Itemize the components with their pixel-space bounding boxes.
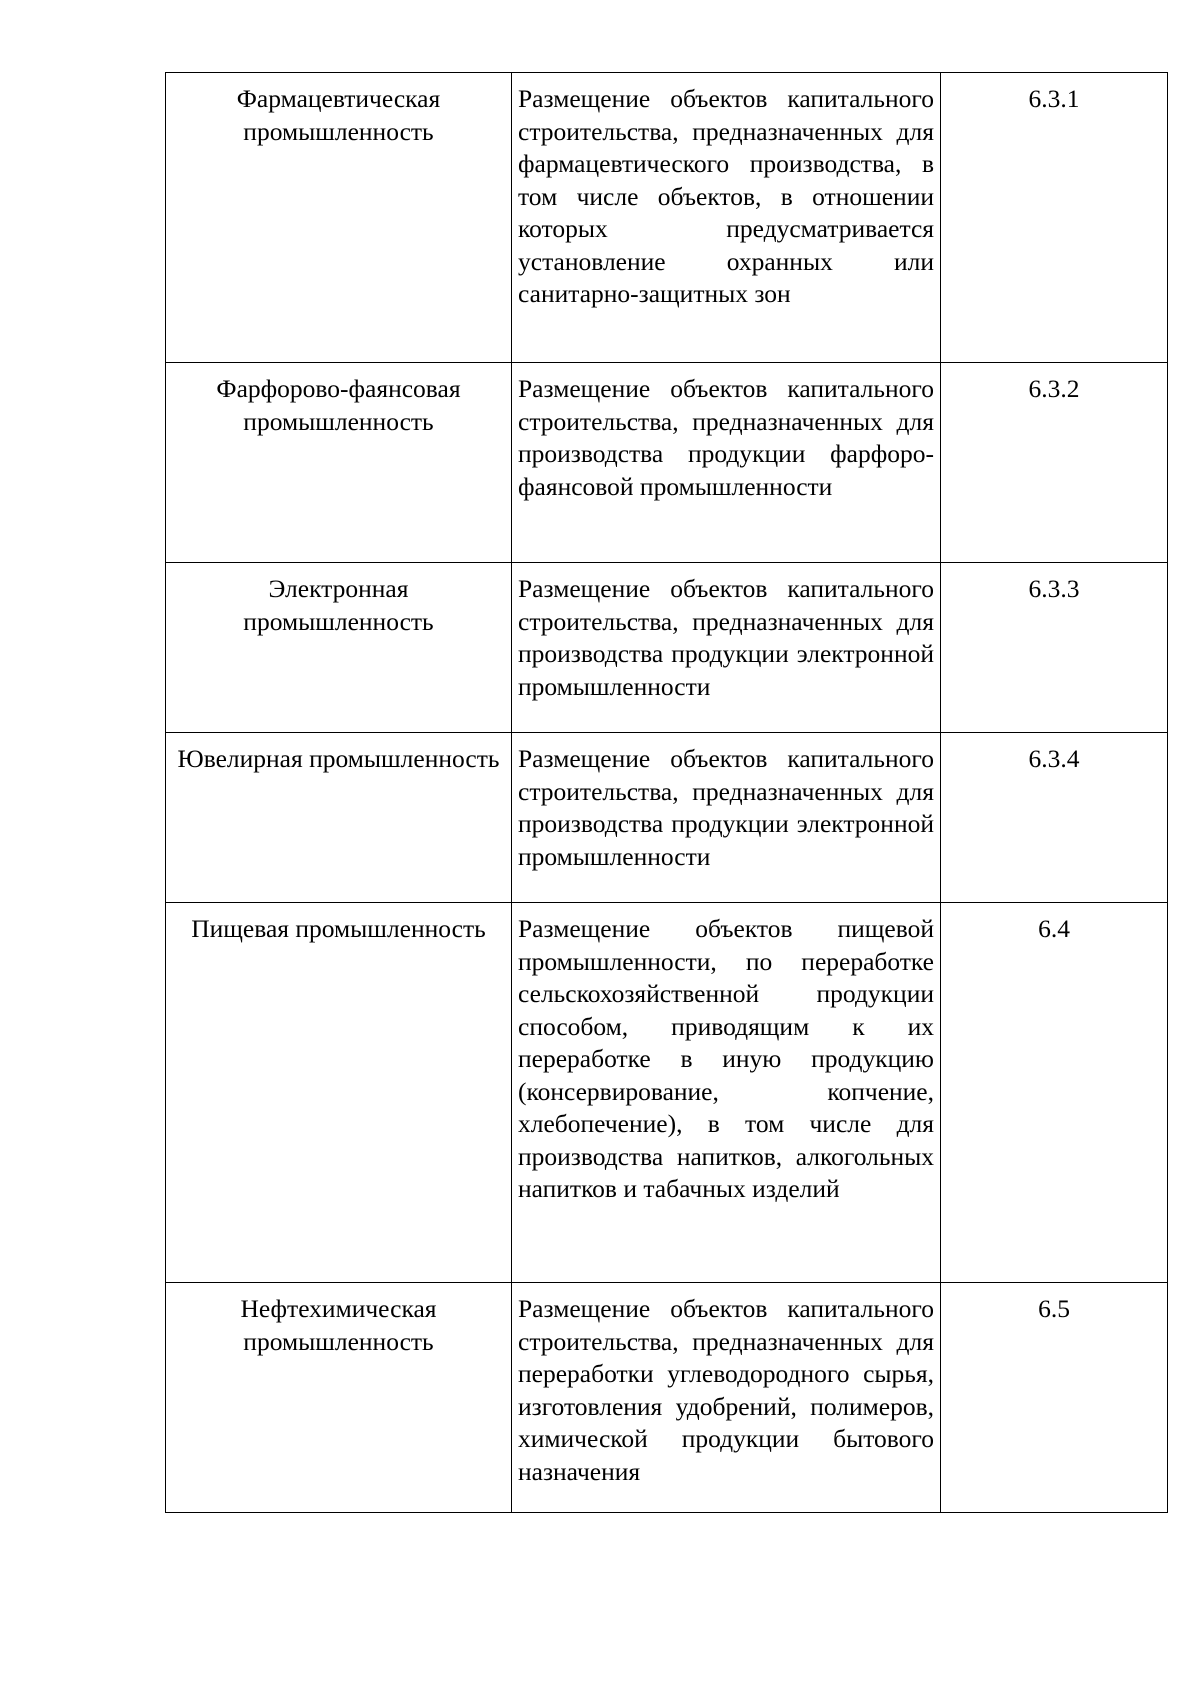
activity-code: 6.3.3	[1028, 574, 1080, 603]
table-cell-name	[166, 903, 512, 1283]
activity-code: 6.3.2	[1028, 374, 1080, 403]
activity-code: 6.3.1	[1028, 84, 1080, 113]
activity-name: Фарфорово-фаянсовая промышленность	[216, 374, 461, 436]
table-cell-description	[512, 903, 941, 1283]
table-cell-code	[941, 903, 1168, 1283]
activity-code: 6.5	[1038, 1294, 1070, 1323]
activity-description: Размещение объектов капитального строительства, предназначенных для производства продукции фарфоро-фаянсовой промышленности	[518, 374, 934, 501]
table-cell-name	[166, 563, 512, 733]
activity-name: Электронная промышленность	[243, 574, 434, 636]
activity-description: Размещение объектов капитального строительства, предназначенных для производства продукции электронной промышленности	[518, 574, 934, 701]
table-cell-code	[941, 1283, 1168, 1513]
table-row	[166, 563, 1168, 733]
table-cell-description	[512, 1283, 941, 1513]
land-use-table	[165, 72, 1168, 1513]
table-row	[166, 733, 1168, 903]
table-cell-name	[166, 363, 512, 563]
activity-name: Ювелирная промышленность	[177, 744, 500, 773]
table-cell-code	[941, 733, 1168, 903]
table-cell-name	[166, 733, 512, 903]
table-row	[166, 903, 1168, 1283]
table-cell-name	[166, 1283, 512, 1513]
activity-description: Размещение объектов капитального строительства, предназначенных для фармацевтического производства, в том числе объектов, в отношении которых предусматривается установление охранных или санитарно-защитных зон	[518, 84, 934, 308]
table-cell-code	[941, 73, 1168, 363]
table-cell-code	[941, 563, 1168, 733]
table-cell-description	[512, 733, 941, 903]
table-cell-description	[512, 563, 941, 733]
table-cell-description	[512, 363, 941, 563]
activity-name: Пищевая промышленность	[191, 914, 486, 943]
activity-code: 6.3.4	[1028, 744, 1080, 773]
activity-name: Фармацевтическая промышленность	[236, 84, 441, 146]
activity-description: Размещение объектов пищевой промышленности, по переработке сельскохозяйственной продукции способом, приводящим к их переработке в иную продукцию (консервирование, копчение, хлебопечение), в том числе для производства напитков, алкогольных напитков и табачных изделий	[518, 914, 934, 1203]
table-row	[166, 363, 1168, 563]
activity-description: Размещение объектов капитального строительства, предназначенных для переработки углеводородного сырья, изготовления удобрений, полимеров, химической продукции бытового назначения	[518, 1294, 934, 1486]
table-row	[166, 1283, 1168, 1513]
activity-name: Нефтехимическая промышленность	[240, 1294, 437, 1356]
activity-code: 6.4	[1038, 914, 1070, 943]
activity-description: Размещение объектов капитального строительства, предназначенных для производства продукции электронной промышленности	[518, 744, 934, 871]
table-cell-code	[941, 363, 1168, 563]
table-cell-description	[512, 73, 941, 363]
table-row	[166, 73, 1168, 363]
table-cell-name	[166, 73, 512, 363]
